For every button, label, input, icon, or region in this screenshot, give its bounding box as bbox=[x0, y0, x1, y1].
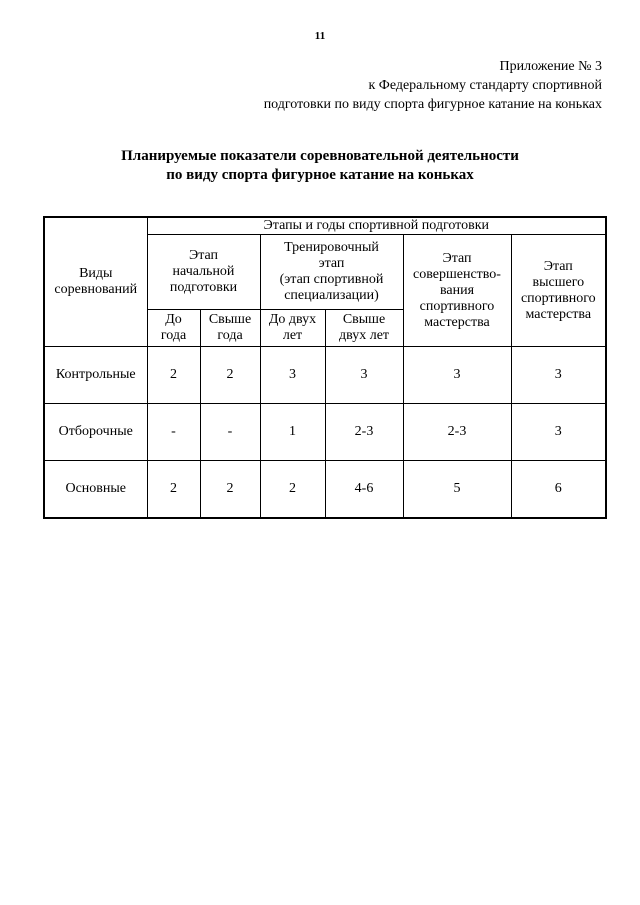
stage-training-line: (этап спортивной bbox=[279, 272, 384, 287]
stage-improvement-header bbox=[403, 235, 511, 347]
stage-highest-line: Этап bbox=[543, 258, 573, 274]
appendix-line-3: подготовки по виду спорта фигурное катание на коньках bbox=[263, 97, 602, 112]
subheader-line: До двух bbox=[268, 312, 317, 327]
stage-highest-header bbox=[511, 235, 606, 347]
appendix-line-1: Приложение № 3 bbox=[499, 59, 602, 74]
row-label: Отборочные bbox=[44, 404, 147, 461]
stage-training-line: Тренировочный bbox=[284, 240, 379, 255]
table-cell: 2 bbox=[200, 461, 260, 519]
table-cell: 2 bbox=[147, 461, 200, 519]
stage-improvement-line: совершенство- bbox=[413, 266, 501, 282]
stage-improvement-line: мастерства bbox=[424, 314, 490, 330]
title-line-1: Планируемые показатели соревновательной деятельности bbox=[121, 148, 519, 164]
stage-improvement-line: Этап bbox=[442, 250, 472, 266]
table-cell: 1 bbox=[260, 404, 325, 461]
stage-initial-line: Этап bbox=[188, 248, 219, 263]
stage-training-header bbox=[260, 235, 403, 310]
table-cell: 3 bbox=[260, 347, 325, 404]
table-cell: 2 bbox=[147, 347, 200, 404]
subheader-line: двух лет bbox=[338, 328, 390, 343]
table-row bbox=[44, 347, 606, 404]
table-cell: 4-6 bbox=[325, 461, 403, 519]
table-cell: 5 bbox=[403, 461, 511, 519]
stage-improvement-line: спортивного bbox=[419, 298, 495, 314]
stage-training-line: этап bbox=[318, 256, 345, 271]
stage-initial-line: подготовки bbox=[169, 280, 238, 295]
table-cell: - bbox=[200, 404, 260, 461]
subheader-training-2 bbox=[325, 310, 403, 347]
corner-header bbox=[44, 217, 147, 347]
table-row bbox=[44, 461, 606, 519]
table-cell: - bbox=[147, 404, 200, 461]
page-number: 11 bbox=[314, 30, 326, 42]
stage-initial-header bbox=[147, 235, 260, 310]
subheader-line: года bbox=[217, 328, 243, 343]
stage-highest-line: мастерства bbox=[525, 306, 592, 322]
table-cell: 2 bbox=[200, 347, 260, 404]
table-cell: 2-3 bbox=[403, 404, 511, 461]
title-line-2: по виду спорта фигурное катание на коньках bbox=[166, 167, 474, 183]
subheader-training-1 bbox=[260, 310, 325, 347]
table-cell: 2 bbox=[260, 461, 325, 519]
stage-initial-line: начальной bbox=[172, 264, 235, 279]
subheader-initial-2 bbox=[200, 310, 260, 347]
subheader-line: До bbox=[165, 312, 182, 327]
stage-highest-line: спортивного bbox=[520, 290, 596, 306]
subheader-line: лет bbox=[282, 328, 303, 343]
appendix-note bbox=[264, 57, 602, 114]
row-label: Контрольные bbox=[44, 347, 147, 404]
table-cell: 3 bbox=[325, 347, 403, 404]
subheader-initial-1 bbox=[147, 310, 200, 347]
indicators-table-wrapper bbox=[43, 216, 607, 519]
subheader-line: Свыше bbox=[208, 312, 252, 327]
stage-improvement-line: вания bbox=[439, 282, 475, 298]
stage-highest-line: высшего bbox=[532, 274, 585, 290]
document-title bbox=[0, 147, 640, 185]
stage-training-line: специализации) bbox=[284, 288, 379, 303]
table-cell: 6 bbox=[511, 461, 606, 519]
table-row bbox=[44, 404, 606, 461]
table-cell: 3 bbox=[403, 347, 511, 404]
table-cell: 2-3 bbox=[325, 404, 403, 461]
row-label: Основные bbox=[44, 461, 147, 519]
group-header: Этапы и годы спортивной подготовки bbox=[147, 217, 606, 235]
table-cell: 3 bbox=[511, 347, 606, 404]
corner-header-line: Виды bbox=[79, 266, 113, 281]
appendix-line-2: к Федеральному стандарту спортивной bbox=[368, 78, 602, 93]
subheader-line: Свыше bbox=[342, 312, 386, 327]
subheader-line: года bbox=[160, 328, 187, 343]
corner-header-line: соревнований bbox=[54, 282, 138, 297]
indicators-table bbox=[43, 216, 607, 519]
table-cell: 3 bbox=[511, 404, 606, 461]
